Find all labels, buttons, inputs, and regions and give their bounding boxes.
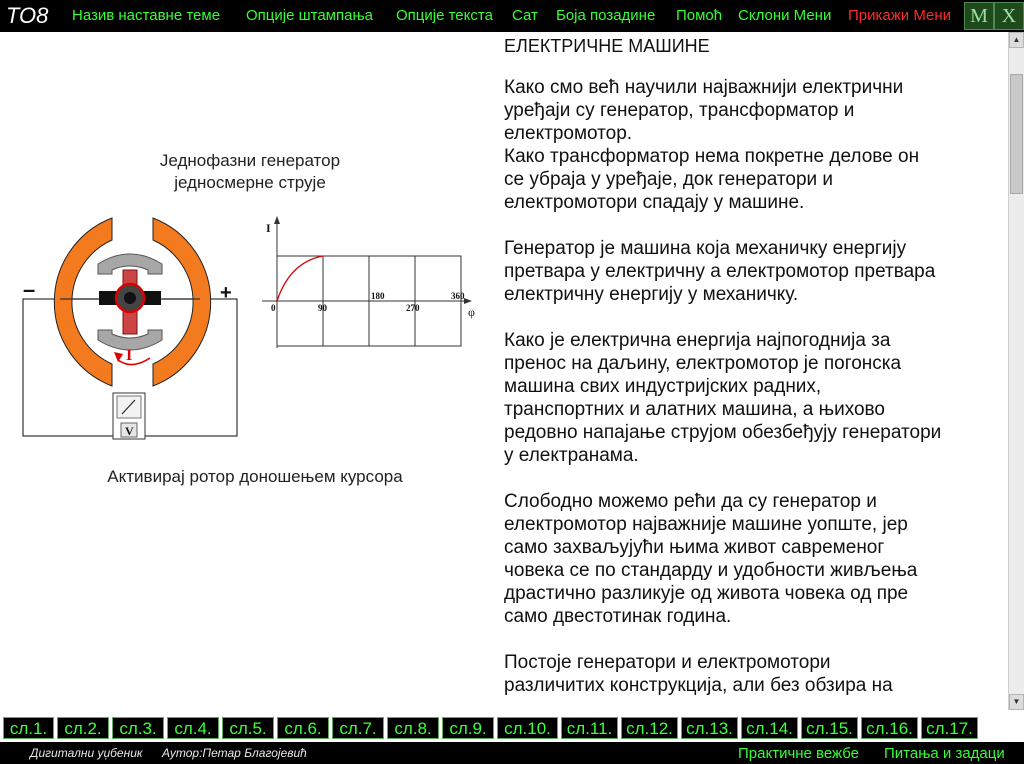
slide-button[interactable]: сл.4. bbox=[167, 717, 219, 739]
graph-tick-label: 0 bbox=[271, 303, 276, 313]
slide-button[interactable]: сл.5. bbox=[222, 717, 274, 739]
scroll-up-arrow-icon[interactable]: ▲ bbox=[1009, 32, 1024, 48]
rotation-arrow bbox=[118, 358, 150, 365]
slide-button[interactable]: сл.13. bbox=[681, 717, 738, 739]
article-paragraph: Слободно можемо рећи да су генератор и електромотор најважније машине уопште, јер само захваљујући њима живот савременог човека се по стандарду и удобности живљења драстично разликује од живота човека од пре само двестотинак година. bbox=[504, 491, 918, 627]
voltmeter-symbol: V bbox=[125, 424, 134, 438]
close-button[interactable]: X bbox=[994, 2, 1024, 30]
slide-button[interactable]: сл.8. bbox=[387, 717, 439, 739]
slide-button[interactable]: сл.17. bbox=[921, 717, 978, 739]
menu-hide-menu[interactable]: Склони Мени bbox=[738, 7, 832, 24]
footer-bar bbox=[0, 742, 1024, 764]
current-graph bbox=[262, 216, 475, 348]
article-paragraph: Како је електрична енергија најпогоднија за пренос на даљину, електромотор је погонска машина свих индустријских радних, транспортних и алатних машина, а њихово редовно напајање струјом обезбеђују генератори у електранама. bbox=[504, 330, 942, 466]
graph-curve bbox=[277, 256, 323, 301]
top-menu-bar bbox=[0, 0, 1024, 32]
minimize-button[interactable]: M bbox=[964, 2, 994, 30]
slide-button[interactable]: сл.12. bbox=[621, 717, 678, 739]
footer-author: Аутор:Петар Благојевић bbox=[162, 746, 307, 760]
menu-print-options[interactable]: Опције штампања bbox=[246, 7, 373, 24]
article-paragraph: Генератор је машина која механичку енергију претвара у електричну а електромотор претвара електричну енергију у механичку. bbox=[504, 238, 936, 305]
vertical-scrollbar[interactable] bbox=[1008, 32, 1024, 710]
figure-caption bbox=[60, 150, 440, 194]
scrollbar-thumb[interactable] bbox=[1010, 74, 1023, 194]
slide-button[interactable]: сл.1. bbox=[3, 717, 54, 739]
slide-button[interactable]: сл.3. bbox=[112, 717, 164, 739]
scroll-down-arrow-icon[interactable]: ▼ bbox=[1009, 694, 1024, 710]
article-paragraph: Постоје генератори и електромотори различитих конструкција, али без обзира на bbox=[504, 652, 893, 696]
slides-bar bbox=[0, 717, 1024, 739]
slide-button[interactable]: сл.14. bbox=[741, 717, 798, 739]
slide-button[interactable]: сл.11. bbox=[561, 717, 618, 739]
graph-y-label: I bbox=[266, 221, 271, 235]
figure-caption-line2: једносмерне струје bbox=[174, 173, 326, 192]
graph-tick-label: 180 bbox=[371, 291, 385, 301]
generator-illustration[interactable] bbox=[0, 200, 500, 450]
graph-tick-label: 360 bbox=[451, 291, 465, 301]
slide-button[interactable]: сл.15. bbox=[801, 717, 858, 739]
graph-tick-label: 270 bbox=[406, 303, 420, 313]
plus-terminal-label: + bbox=[220, 282, 232, 304]
graph-tick-label: 90 bbox=[318, 303, 327, 313]
slide-button[interactable]: сл.2. bbox=[57, 717, 109, 739]
menu-text-options[interactable]: Опције текста bbox=[396, 7, 493, 24]
questions-tasks-link[interactable]: Питања и задаци bbox=[884, 745, 1005, 762]
menu-clock[interactable]: Сат bbox=[512, 7, 538, 24]
slide-button[interactable]: сл.6. bbox=[277, 717, 329, 739]
slide-button[interactable]: сл.7. bbox=[332, 717, 384, 739]
rotor-hint: Активирај ротор доношењем курсора bbox=[107, 467, 403, 486]
article-panel bbox=[500, 32, 1008, 710]
footer-book-title: Дигитални уџбеник bbox=[30, 746, 143, 760]
article-body bbox=[504, 76, 1004, 710]
current-symbol: I bbox=[126, 347, 133, 364]
app-logo: TO8 bbox=[6, 3, 49, 28]
article-paragraph: Како смо већ научили најважнији електрични уређаји су генератор, трансформатор и електромотор. Како трансформатор нема покретне делове он се убраја у уређаје, док генератори и електромотори спадају у машине. bbox=[504, 77, 920, 213]
menu-background-color[interactable]: Боја позадине bbox=[556, 7, 656, 24]
menu-topic-name[interactable]: Назив наставне теме bbox=[72, 7, 221, 24]
minus-terminal-label: – bbox=[23, 277, 36, 302]
figure-caption-line1: Једнофазни генератор bbox=[159, 151, 341, 170]
graph-x-label: φ bbox=[468, 305, 475, 319]
practical-exercises-link[interactable]: Практичне вежбе bbox=[738, 745, 859, 762]
slide-button[interactable]: сл.9. bbox=[442, 717, 494, 739]
menu-help[interactable]: Помоћ bbox=[676, 7, 723, 24]
article-title: ЕЛЕКТРИЧНЕ МАШИНЕ bbox=[504, 36, 710, 56]
stator-pole-right bbox=[153, 218, 211, 386]
menu-show-menu[interactable]: Прикажи Мени bbox=[848, 7, 951, 24]
slide-button[interactable]: сл.10. bbox=[497, 717, 558, 739]
slide-button[interactable]: сл.16. bbox=[861, 717, 918, 739]
